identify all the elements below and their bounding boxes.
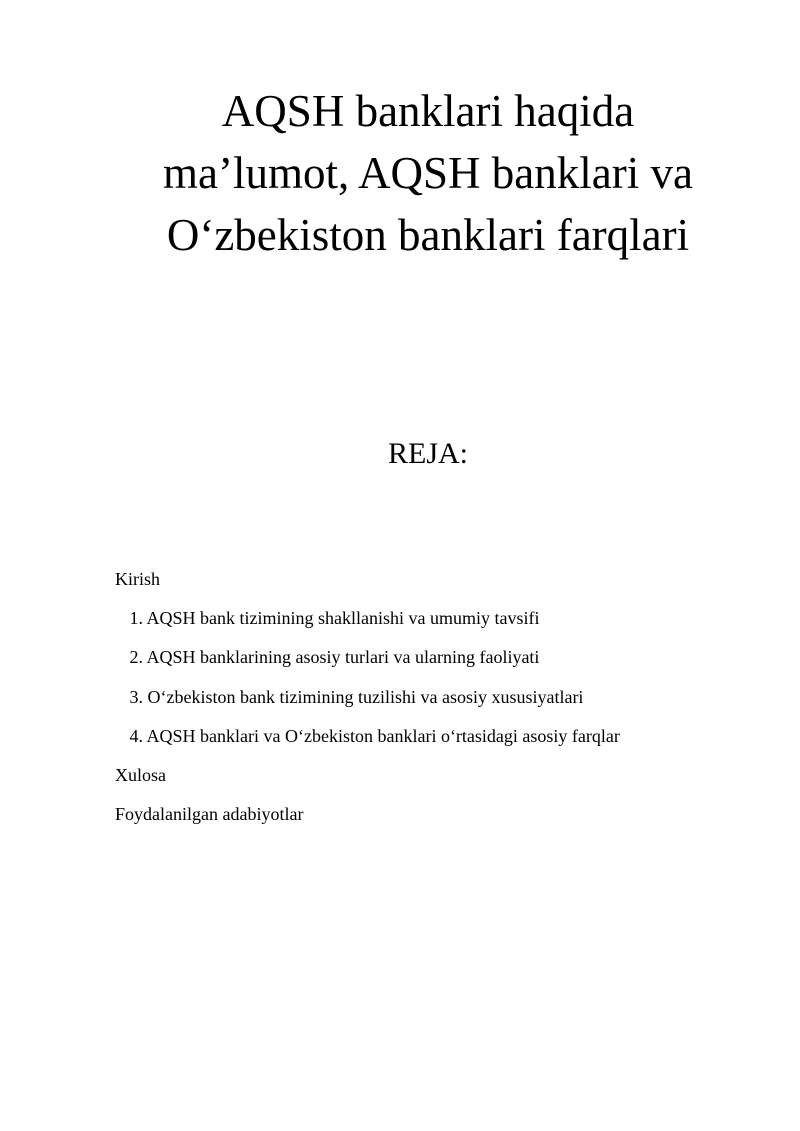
toc-item-number: 2. xyxy=(129,647,143,668)
toc-item-number: 3. xyxy=(129,686,143,707)
toc-item-text: AQSH bank tizimining shakllanishi va umumiy tavsifi xyxy=(146,608,540,629)
table-of-contents xyxy=(115,566,775,840)
toc-item xyxy=(115,605,775,644)
toc-item-number: 4. xyxy=(129,725,143,746)
toc-item-number: 1. xyxy=(129,608,143,629)
title-line-1: AQSH banklari haqida xyxy=(221,86,635,136)
toc-item-text: O‘zbekiston bank tizimining tuzilishi va asosiy xususiyatlari xyxy=(147,686,584,707)
toc-item-text: AQSH banklari va O‘zbekiston banklari o‘rtasidagi asosiy farqlar xyxy=(146,725,620,746)
plan-heading: REJA: xyxy=(387,437,468,470)
toc-references: Foydalanilgan adabiyotlar xyxy=(115,804,304,825)
toc-item xyxy=(115,644,775,683)
document-title xyxy=(120,80,736,266)
toc-conclusion: Xulosa xyxy=(115,764,166,785)
title-line-2: ma’lumot, AQSH banklari va xyxy=(163,148,693,198)
toc-intro: Kirish xyxy=(115,569,160,589)
toc-item-text: AQSH banklarining asosiy turlari va ularning faoliyati xyxy=(146,647,540,668)
toc-item xyxy=(115,723,775,762)
toc-item xyxy=(115,684,775,723)
title-line-3: O‘zbekiston banklari farqlari xyxy=(166,210,690,260)
